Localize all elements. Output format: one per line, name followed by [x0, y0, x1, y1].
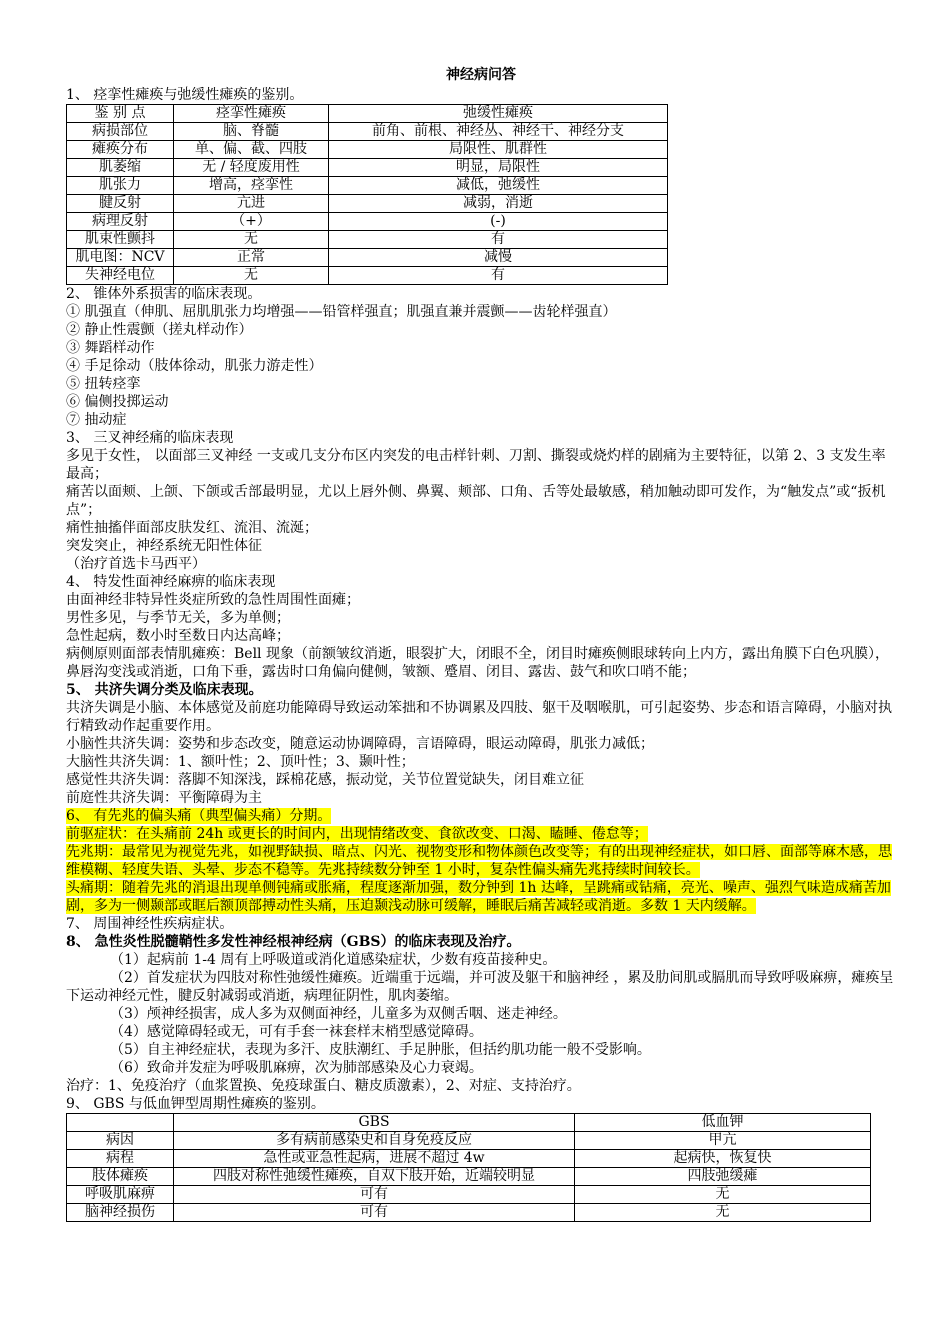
- table-cell: 四肢对称性弛缓性瘫痪，自双下肢开始，近端较明显: [174, 1168, 575, 1186]
- paragraph: 痛性抽搐伴面部皮肤发红、流泪、流涎；: [66, 520, 318, 536]
- table-row: [67, 1150, 871, 1168]
- list-item: ③ 舞蹈样动作: [66, 340, 155, 356]
- table-cell: 呼吸肌麻痹: [67, 1186, 174, 1204]
- table-cell: 可有: [174, 1186, 575, 1204]
- paragraph: [66, 825, 896, 843]
- paragraph: （1）起病前 1-4 周有上呼吸道或消化道感染症状，少数有疫苗接种史。: [110, 952, 557, 968]
- table-row: [67, 267, 668, 285]
- paragraph: （5）自主神经症状，表现为多汗、皮肤潮红、手足肿胀，但括约肌功能一般不受影响。: [110, 1042, 651, 1058]
- table-cell: 无: [575, 1186, 871, 1204]
- table-cell: 无 / 轻度废用性: [174, 159, 329, 177]
- q3-heading: 3、 三叉神经痛的临床表现: [66, 430, 234, 446]
- table-row: [67, 213, 668, 231]
- paragraph: 男性多见，与季节无关，多为单侧；: [66, 610, 290, 626]
- table-cell: 减低，弛缓性: [329, 177, 668, 195]
- table-cell: 病损部位: [67, 123, 174, 141]
- table-row: [67, 177, 668, 195]
- q8-heading: 8、 急性炎性脱髓鞘性多发性神经根神经病（GBS）的临床表现及治疗。: [66, 934, 521, 950]
- highlighted-text: 先兆期：最常见为视觉先兆，如视野缺损、暗点、闪光、视物变形和物体颜色改变等；有的出现神经症状，如口唇、面部等麻木感，思维模糊、轻度失语、头晕、步态不稳等。先兆持续数分钟至 1 小时，复杂性偏头痛先兆持续时间较长。: [66, 844, 892, 878]
- table-cell: 无: [174, 267, 329, 285]
- table-cell: 脑、脊髓: [174, 123, 329, 141]
- table-row: [67, 1186, 871, 1204]
- paragraph: （治疗首选卡马西平）: [66, 556, 206, 572]
- gbs-hypokalemia-table: [66, 1113, 871, 1222]
- q5-heading: 5、 共济失调分类及临床表现。: [66, 682, 263, 698]
- table-cell: 正常: [174, 249, 329, 267]
- paragraph: 前庭性共济失调：平衡障碍为主: [66, 790, 262, 806]
- list-item: ④ 手足徐动（肢体徐动，肌张力游走性）: [66, 358, 323, 374]
- table-cell: 起病快，恢复快: [575, 1150, 871, 1168]
- table-header-row: [67, 105, 668, 123]
- highlighted-text: 前驱症状：在头痛前 24h 或更长的时间内，出现情绪改变、食欲改变、口渴、瞌睡、倦怠等；: [66, 826, 648, 842]
- paragraph: 病侧原则面部表情肌瘫痪：Bell 现象（前额皱纹消逝，眼裂扩大，闭眼不全，闭目时瘫痪侧眼球转向上内方，露出角膜下白色巩膜），鼻唇沟变浅或消逝，口角下垂，露齿时口角偏向健侧，皱额、蹙眉、闭目、露齿、鼓气和吹口哨不能；: [66, 646, 889, 680]
- q9-heading: 9、 GBS 与低血钾型周期性瘫痪的鉴别。: [66, 1096, 325, 1112]
- q1-heading: 1、 痉挛性瘫痪与弛缓性瘫痪的鉴别。: [66, 87, 304, 103]
- paragraph: 多见于女性， 以面部三叉神经 一支或几支分布区内突发的电击样针刺、刀割、撕裂或烧灼样的剧痛为主要特征，以第 2、3 支发生率最高；: [66, 448, 886, 482]
- table-cell: 急性或亚急性起病，进展不超过 4w: [174, 1150, 575, 1168]
- table-cell: 局限性、肌群性: [329, 141, 668, 159]
- table-cell: 甲亢: [575, 1132, 871, 1150]
- list-item: ⑥ 偏侧投掷运动: [66, 394, 169, 410]
- paragraph: [66, 879, 896, 915]
- table-cell: 肢体瘫痪: [67, 1168, 174, 1186]
- paragraph: 大脑性共济失调：1、额叶性；2、顶叶性；3、颞叶性；: [66, 754, 415, 770]
- table-header-row: [67, 1114, 871, 1132]
- paragraph: 突发突止，神经系统无阳性体征: [66, 538, 262, 554]
- paragraph: （4）感觉障碍轻或无，可有手套一袜套样末梢型感觉障碍。: [110, 1024, 483, 1040]
- table-cell: 四肢弛缓瘫: [575, 1168, 871, 1186]
- table-cell: 病程: [67, 1150, 174, 1168]
- table-cell: 多有病前感染史和自身免疫反应: [174, 1132, 575, 1150]
- table-row: [67, 123, 668, 141]
- paragraph: （2）首发症状为四肢对称性弛缓性瘫痪。近端重于远端，并可波及躯干和脑神经 ，累及肋间肌或膈肌而导致呼吸麻痹，瘫痪呈下运动神经元性，腱反射减弱或消逝，病理征阴性，肌肉萎缩。: [66, 970, 894, 1004]
- paragraph: 共济失调是小脑、本体感觉及前庭功能障碍导致运动笨拙和不协调累及四肢、躯干及咽喉肌，可引起姿势、步态和语言障碍，小脑对执行精致动作起重要作用。: [66, 700, 892, 734]
- table-row: [67, 1132, 871, 1150]
- table-cell: 减弱，消逝: [329, 195, 668, 213]
- paragraph: 急性起病，数小时至数日内达高峰；: [66, 628, 290, 644]
- table-cell: 肌电图：NCV: [67, 249, 174, 267]
- table-cell: 无: [575, 1204, 871, 1222]
- paragraph: （6）致命并发症为呼吸肌麻痹，次为肺部感染及心力衰竭。: [110, 1060, 483, 1076]
- highlighted-text: 头痛期：随着先兆的消退出现单侧钝痛或胀痛，程度逐渐加强，数分钟到 1h 达峰，呈跳痛或钻痛，亮光、噪声、强烈气味造成痛苦加剧，多为一侧颞部或眶后额顶部搏动性头痛，压迫颞浅动脉可缓解，睡眠后痛苦减轻或消逝。多数 1 天内缓解。: [66, 880, 891, 914]
- table-row: [67, 231, 668, 249]
- table-cell: 失神经电位: [67, 267, 174, 285]
- table-header-cell: 鉴 别 点: [67, 105, 174, 123]
- table-cell: 肌束性颤抖: [67, 231, 174, 249]
- table-cell: 瘫痪分布: [67, 141, 174, 159]
- q7-heading: 7、 周围神经性疾病症状。: [66, 916, 234, 932]
- document-page: [66, 66, 896, 1222]
- table-header-cell: 痉挛性瘫痪: [174, 105, 329, 123]
- spastic-flaccid-table: [66, 104, 668, 285]
- table-cell: 肌萎缩: [67, 159, 174, 177]
- highlighted-text: 6、 有先兆的偏头痛（典型偏头痛）分期。: [66, 808, 332, 824]
- table-cell: 腱反射: [67, 195, 174, 213]
- table-cell: 病因: [67, 1132, 174, 1150]
- table-cell: 可有: [174, 1204, 575, 1222]
- table-cell: 脑神经损伤: [67, 1204, 174, 1222]
- table-row: [67, 159, 668, 177]
- q6-heading: [66, 807, 896, 825]
- table-row: [67, 141, 668, 159]
- table-cell: 亢进: [174, 195, 329, 213]
- table-cell: 前角、前根、神经丛、神经干、神经分支: [329, 123, 668, 141]
- table-cell: 单、偏、截、四肢: [174, 141, 329, 159]
- table-row: [67, 195, 668, 213]
- paragraph: 感觉性共济失调：落脚不知深浅，踩棉花感，振动觉，关节位置觉缺失，闭目难立征: [66, 772, 584, 788]
- table-cell: 无: [174, 231, 329, 249]
- paragraph: 由面神经非特异性炎症所致的急性周围性面瘫；: [66, 592, 360, 608]
- q4-heading: 4、 特发性面神经麻痹的临床表现: [66, 574, 276, 590]
- table-row: [67, 1168, 871, 1186]
- paragraph: [66, 843, 896, 879]
- table-cell: 病理反射: [67, 213, 174, 231]
- paragraph: 小脑性共济失调：姿势和步态改变，随意运动协调障碍，言语障碍，眼运动障碍，肌张力减低；: [66, 736, 654, 752]
- table-header-cell: 弛缓性瘫痪: [329, 105, 668, 123]
- table-row: [67, 249, 668, 267]
- paragraph: （3）颅神经损害，成人多为双侧面神经，儿童多为双侧舌咽、迷走神经。: [110, 1006, 567, 1022]
- table-header-cell: 低血钾: [575, 1114, 871, 1132]
- table-cell: (-): [329, 213, 668, 231]
- table-cell: （+）: [174, 213, 329, 231]
- list-item: ② 静止性震颤（搓丸样动作）: [66, 322, 253, 338]
- table-row: [67, 1204, 871, 1222]
- table-cell: 减慢: [329, 249, 668, 267]
- table-cell: 增高，痉挛性: [174, 177, 329, 195]
- page-title: 神经病问答: [446, 67, 516, 83]
- list-item: ① 肌强直（伸肌、屈肌肌张力均增强——铅管样强直；肌强直兼并震颤——齿轮样强直）: [66, 304, 617, 320]
- table-header-cell: GBS: [174, 1114, 575, 1132]
- paragraph: 痛苦以面颊、上颌、下颌或舌部最明显，尤以上唇外侧、鼻翼、颊部、口角、舌等处最敏感，稍加触动即可发作，为“触发点”或“扳机点”；: [66, 484, 886, 518]
- table-cell: 有: [329, 231, 668, 249]
- table-header-cell: [67, 1114, 174, 1132]
- list-item: ⑤ 扭转痉挛: [66, 376, 141, 392]
- list-item: ⑦ 抽动症: [66, 412, 127, 428]
- table-cell: 有: [329, 267, 668, 285]
- paragraph: 治疗：1、免疫治疗（血浆置换、免疫球蛋白、糖皮质激素），2、对症、支持治疗。: [66, 1078, 581, 1094]
- table-cell: 肌张力: [67, 177, 174, 195]
- q2-heading: 2、 锥体外系损害的临床表现。: [66, 286, 262, 302]
- table-cell: 明显，局限性: [329, 159, 668, 177]
